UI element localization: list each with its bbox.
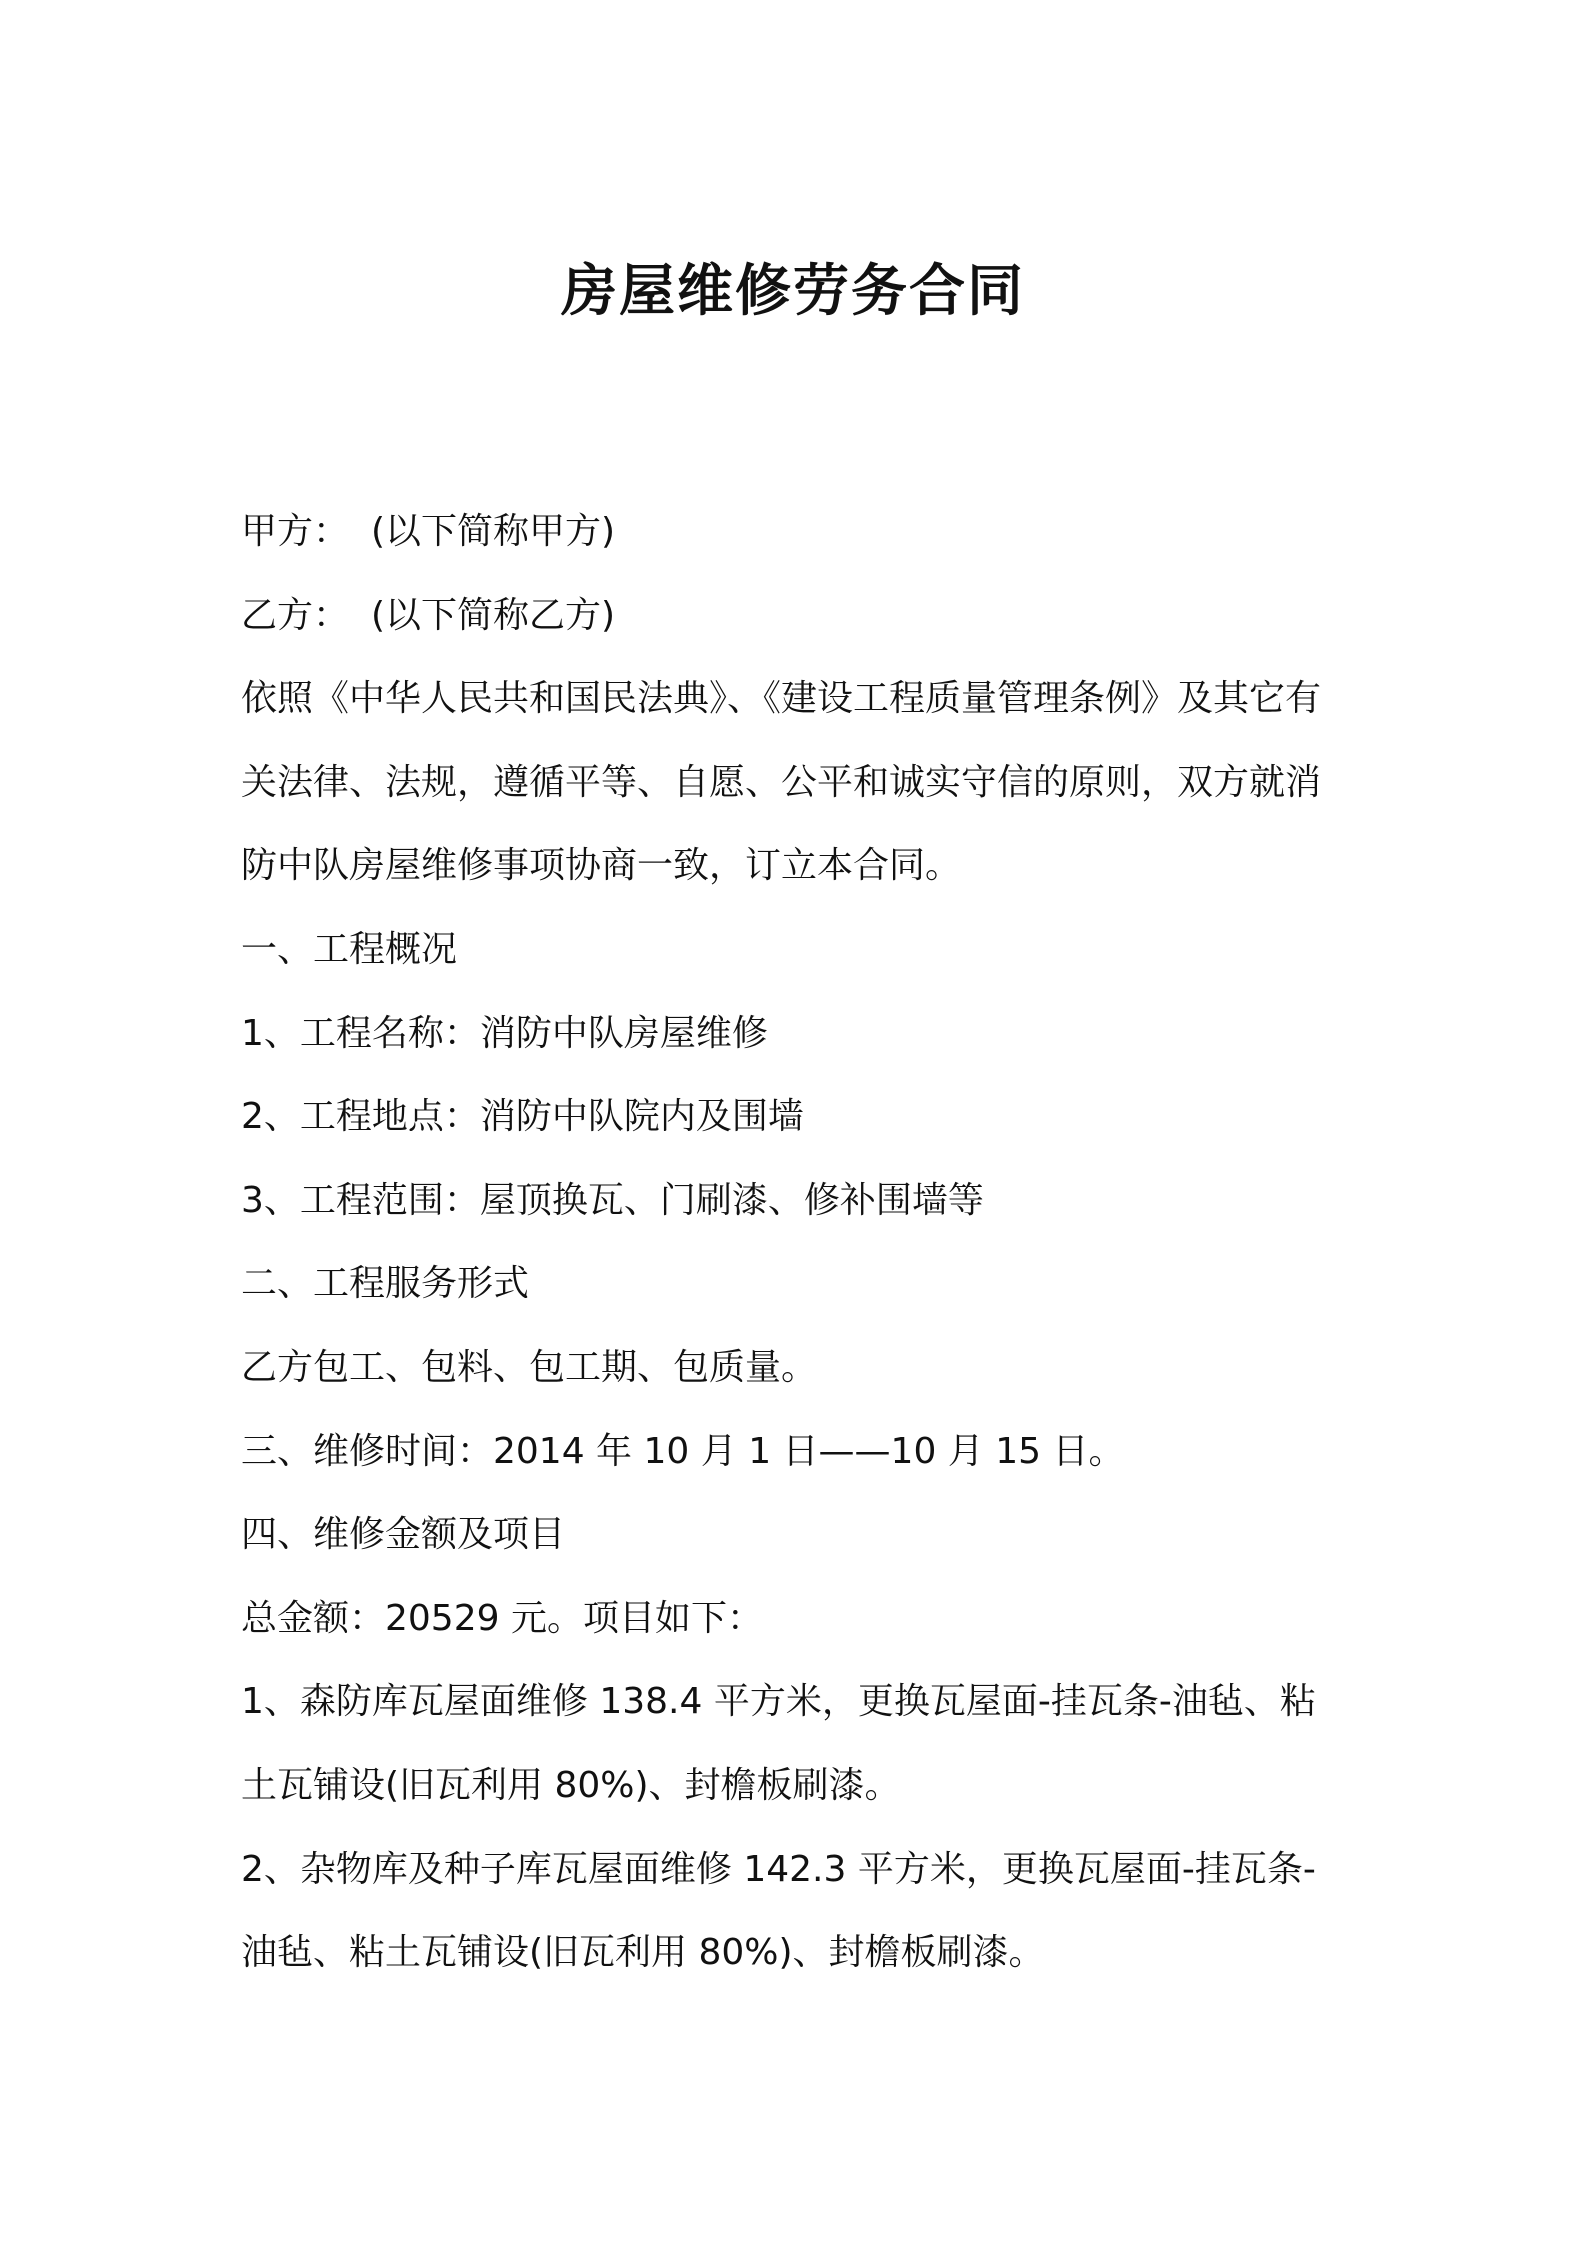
party-b-line [241, 574, 1356, 658]
section4-item2-line-1: 2、杂物库及种子库瓦屋面维修 142.3 平方米，更换瓦屋面-挂瓦条- [241, 1848, 1316, 1890]
section1-item-1: 1、工程名称：消防中队房屋维修 [241, 1012, 768, 1054]
section4-item1-line-2: 土瓦铺设(旧瓦利用 80%)、封檐板刷漆。 [241, 1764, 901, 1806]
party-a-label: 甲方： [241, 511, 350, 552]
party-a-note: (以下简称甲方) [371, 511, 616, 552]
section4-total: 总金额：20529 元。项目如下： [241, 1597, 763, 1639]
section1-item-3: 3、工程范围：屋顶换瓦、门刷漆、修补围墙等 [241, 1179, 984, 1221]
section1-item-2: 2、工程地点：消防中队院内及围墙 [241, 1096, 804, 1138]
preamble-line-2: 关法律、法规，遵循平等、自愿、公平和诚实守信的原则，双方就消 [241, 761, 1322, 803]
preamble-line-1: 依照《中华人民共和国民法典》、《建设工程质量管理条例》及其它有 [241, 678, 1322, 720]
party-b-note: (以下简称乙方) [371, 594, 616, 636]
section3-heading: 三、维修时间：2014 年 10 月 1 日——10 月 15 日。 [241, 1430, 1125, 1472]
party-b-label: 乙方： [241, 594, 350, 636]
document-body [241, 490, 1356, 1995]
section2-text: 乙方包工、包料、包工期、包质量。 [241, 1346, 818, 1388]
preamble-line-3: 防中队房屋维修事项协商一致，订立本合同。 [241, 845, 962, 887]
party-a-line [241, 490, 1356, 574]
section2-heading: 二、工程服务形式 [241, 1263, 530, 1305]
section4-item1-line-1: 1、森防库瓦屋面维修 138.4 平方米，更换瓦屋面-挂瓦条-油毡、粘 [241, 1681, 1316, 1723]
section1-heading: 一、工程概况 [241, 928, 458, 970]
section4-heading: 四、维修金额及项目 [241, 1514, 566, 1556]
document-title: 房屋维修劳务合同 [561, 259, 1025, 324]
section4-item2-line-2: 油毡、粘土瓦铺设(旧瓦利用 80%)、封檐板刷漆。 [241, 1932, 1045, 1974]
